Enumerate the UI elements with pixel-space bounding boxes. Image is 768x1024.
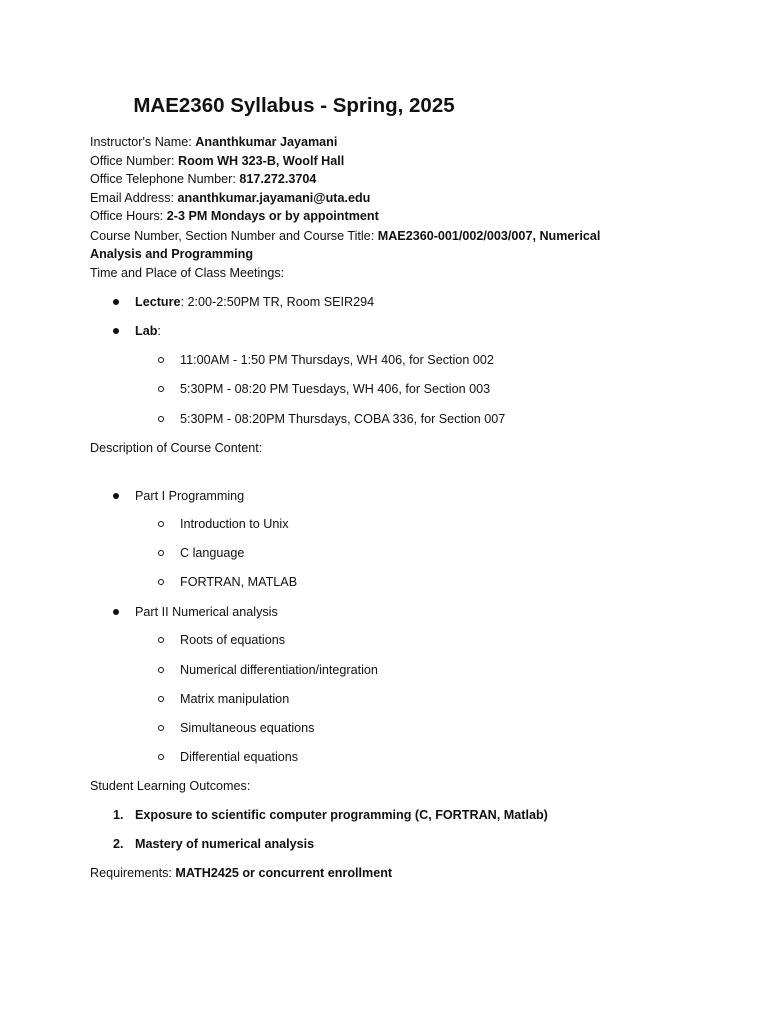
requirements-value: MATH2425 or concurrent enrollment bbox=[175, 866, 393, 880]
instructor-label: Instructor's Name: bbox=[90, 135, 196, 149]
circle-bullet-icon bbox=[158, 550, 164, 556]
hours-value: 2-3 PM Mondays or by appointment bbox=[166, 209, 379, 223]
bullet-icon bbox=[113, 299, 119, 305]
course-line bbox=[90, 227, 600, 245]
course-value-1: MAE2360-001/002/003/007, Numerical bbox=[377, 229, 601, 243]
part2-item: Roots of equations bbox=[180, 633, 286, 647]
email-label: Email Address: bbox=[90, 191, 178, 205]
outcomes-label: Student Learning Outcomes: bbox=[90, 779, 251, 793]
outcome-number: 2. bbox=[113, 837, 124, 851]
lecture-label: Lecture bbox=[135, 295, 181, 309]
page-title: MAE2360 Syllabus - Spring, 2025 bbox=[133, 94, 455, 117]
instructor-line bbox=[90, 133, 337, 151]
lab-colon: : bbox=[157, 324, 161, 338]
instructor-name: Ananthkumar Jayamani bbox=[195, 135, 338, 149]
office-label: Office Number: bbox=[90, 154, 178, 168]
circle-bullet-icon bbox=[158, 386, 164, 392]
bullet-icon bbox=[113, 493, 119, 499]
circle-bullet-icon bbox=[158, 667, 164, 673]
course-value-2: Analysis and Programming bbox=[90, 247, 254, 261]
requirements-line bbox=[90, 864, 392, 882]
hours-label: Office Hours: bbox=[90, 209, 167, 223]
part2-item: Differential equations bbox=[180, 750, 299, 764]
requirements-label: Requirements: bbox=[90, 866, 176, 880]
time-place-label: Time and Place of Class Meetings: bbox=[90, 266, 285, 280]
phone-label: Office Telephone Number: bbox=[90, 172, 240, 186]
bullet-icon bbox=[113, 609, 119, 615]
lab-label: Lab bbox=[135, 324, 158, 338]
circle-bullet-icon bbox=[158, 754, 164, 760]
lecture-line bbox=[135, 293, 374, 311]
lab-item: 5:30PM - 08:20 PM Tuesdays, WH 406, for Section 003 bbox=[180, 382, 491, 396]
email-line bbox=[90, 189, 370, 207]
phone-value: 817.272.3704 bbox=[239, 172, 317, 186]
part2-heading: Part II Numerical analysis bbox=[135, 605, 278, 619]
outcome-item: Exposure to scientific computer programming (C, FORTRAN, Matlab) bbox=[135, 808, 548, 822]
lab-item: 11:00AM - 1:50 PM Thursdays, WH 406, for Section 002 bbox=[180, 353, 494, 367]
lecture-text: : 2:00-2:50PM TR, Room SEIR294 bbox=[180, 295, 375, 309]
office-value: Room WH 323-B, Woolf Hall bbox=[177, 154, 345, 168]
hours-line bbox=[90, 207, 379, 225]
circle-bullet-icon bbox=[158, 357, 164, 363]
part2-item: Simultaneous equations bbox=[180, 721, 315, 735]
part1-heading: Part I Programming bbox=[135, 489, 245, 503]
part1-item: FORTRAN, MATLAB bbox=[180, 575, 298, 589]
course-label: Course Number, Section Number and Course Title: bbox=[90, 229, 378, 243]
part1-item: C language bbox=[180, 546, 245, 560]
circle-bullet-icon bbox=[158, 725, 164, 731]
lab-item: 5:30PM - 08:20PM Thursdays, COBA 336, for Section 007 bbox=[180, 412, 506, 426]
circle-bullet-icon bbox=[158, 521, 164, 527]
office-line bbox=[90, 152, 344, 170]
phone-line bbox=[90, 170, 316, 188]
circle-bullet-icon bbox=[158, 696, 164, 702]
circle-bullet-icon bbox=[158, 579, 164, 585]
part1-item: Introduction to Unix bbox=[180, 517, 289, 531]
circle-bullet-icon bbox=[158, 637, 164, 643]
description-label: Description of Course Content: bbox=[90, 441, 263, 455]
outcome-item: Mastery of numerical analysis bbox=[135, 837, 315, 851]
part2-item: Numerical differentiation/integration bbox=[180, 663, 378, 677]
lab-line bbox=[135, 322, 161, 340]
email-value: ananthkumar.jayamani@uta.edu bbox=[177, 191, 371, 205]
part2-item: Matrix manipulation bbox=[180, 692, 290, 706]
outcome-number: 1. bbox=[113, 808, 124, 822]
bullet-icon bbox=[113, 328, 119, 334]
circle-bullet-icon bbox=[158, 416, 164, 422]
